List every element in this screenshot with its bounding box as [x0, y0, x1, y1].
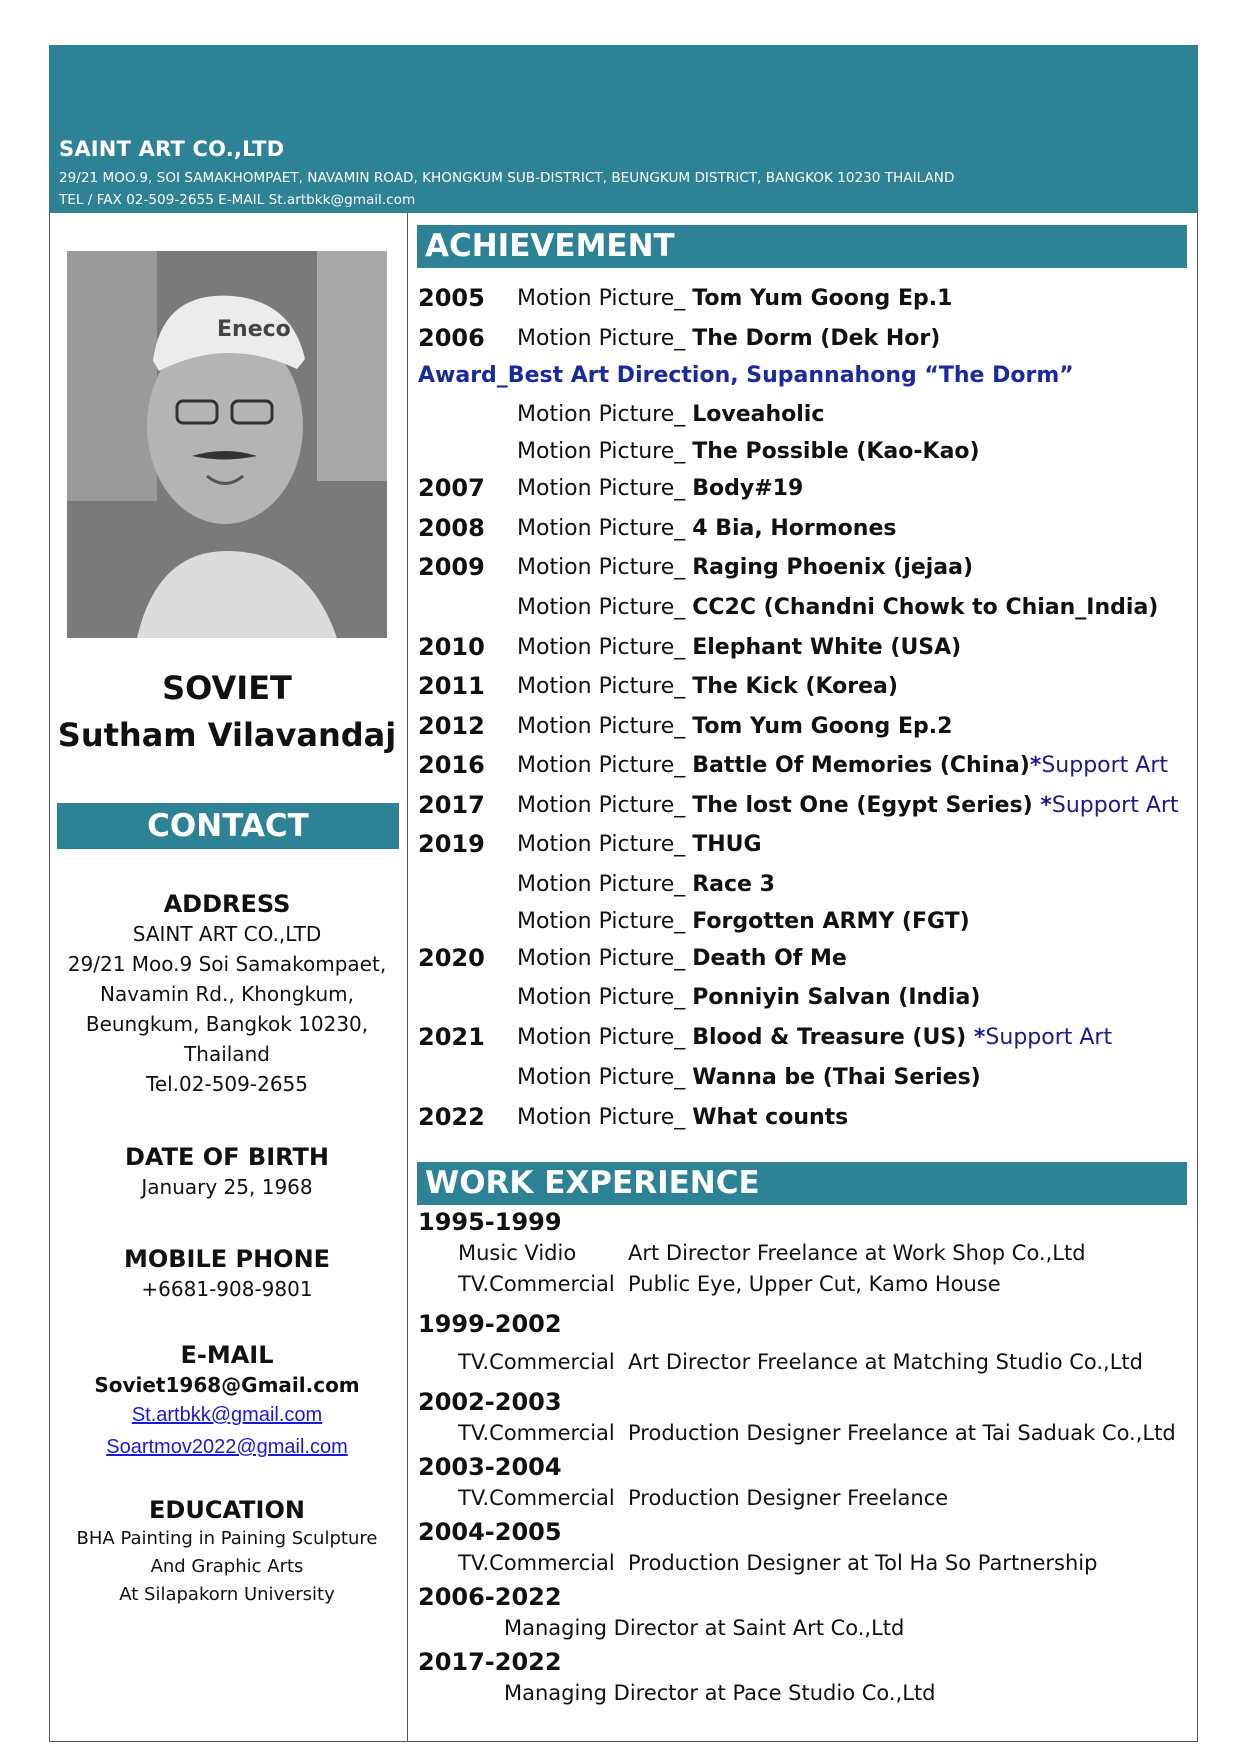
achievement-entry [517, 793, 1179, 818]
mobile-value: +6681-908-9801 [141, 1277, 313, 1301]
entry-title: Battle Of Memories (China) [692, 753, 1030, 778]
entry-title: The Kick (Korea) [692, 674, 898, 699]
entry-title: Elephant White (USA) [692, 634, 962, 660]
entry-prefix: Motion Picture_ [517, 439, 693, 464]
person-name [57, 665, 397, 759]
entry-title: Blood & Treasure (US) [692, 1025, 974, 1050]
achievement-entry [517, 714, 952, 739]
email-link[interactable]: St.artbkk@gmail.com [131, 1404, 323, 1426]
entry-title: The Possible (Kao-Kao) [692, 439, 980, 464]
address-line: Navamin Rd., Khongkum, [100, 982, 354, 1006]
cap-logo-text: Eneco [217, 317, 291, 342]
email-link[interactable]: Soartmov2022@gmail.com [106, 1436, 348, 1458]
achievement-row [418, 826, 1198, 866]
achievement-entry [517, 286, 952, 311]
achievement-entry [517, 832, 762, 857]
entry-prefix: Motion Picture_ [517, 555, 693, 580]
achievement-row [418, 668, 1198, 708]
achievement-entry [517, 946, 847, 971]
entry-prefix: Motion Picture_ [517, 594, 693, 620]
entry-title: The lost One (Egypt Series) [692, 792, 1041, 818]
achievement-entry [517, 635, 961, 660]
asterisk: * [1029, 753, 1042, 778]
achievement-row [418, 470, 1198, 510]
achievement-year: 2006 [418, 323, 485, 352]
entry-title: What counts [692, 1104, 849, 1130]
education-line: At Silapakorn University [119, 1584, 335, 1605]
entry-title: Wanna be (Thai Series) [692, 1064, 981, 1090]
entry-prefix: Motion Picture_ [517, 476, 693, 501]
profile-photo [67, 251, 387, 638]
work-period: 2002-2003 [418, 1388, 562, 1416]
mobile-block [57, 1244, 397, 1304]
entry-title: Tom Yum Goong Ep.1 [692, 286, 953, 311]
work-desc: Art Director Freelance at Matching Studio Co.,Ltd [628, 1350, 1143, 1374]
email-heading: E-MAIL [180, 1341, 274, 1369]
entry-title: THUG [692, 832, 762, 857]
work-desc: Managing Director at Pace Studio Co.,Ltd [504, 1681, 936, 1705]
work-period: 2017-2022 [418, 1648, 562, 1676]
achievement-row [418, 1059, 1198, 1099]
address-heading: ADDRESS [163, 890, 291, 918]
entry-prefix: Motion Picture_ [517, 908, 693, 934]
education-heading: EDUCATION [149, 1496, 305, 1524]
address-line: 29/21 Moo.9 Soi Samakompaet, [67, 952, 387, 976]
work-section-title: WORK EXPERIENCE [417, 1162, 1187, 1205]
dob-heading: DATE OF BIRTH [125, 1143, 329, 1171]
education-line: And Graphic Arts [150, 1556, 304, 1577]
asterisk: * [973, 1025, 986, 1050]
entry-prefix: Motion Picture_ [517, 1025, 693, 1050]
address-line: SAINT ART CO.,LTD [132, 922, 322, 946]
achievement-entry [517, 1065, 981, 1090]
entry-title: Death Of Me [692, 945, 847, 971]
work-line [418, 1678, 1198, 1709]
work-line [418, 1269, 1198, 1300]
achievement-row [418, 629, 1198, 669]
contact-section-title: CONTACT [57, 803, 399, 849]
achievement-section-title: ACHIEVEMENT [417, 225, 1187, 268]
achievement-list [418, 280, 1198, 1138]
achievement-row [418, 866, 1198, 903]
work-desc: Managing Director at Saint Art Co.,Ltd [504, 1616, 905, 1640]
work-period: 2003-2004 [418, 1453, 562, 1481]
achievement-entry [517, 595, 1158, 620]
achievement-row [418, 903, 1198, 940]
achievement-year: 2022 [418, 1102, 485, 1131]
achievement-row [418, 940, 1198, 980]
entry-prefix: Motion Picture_ [517, 713, 693, 739]
achievement-entry [517, 555, 973, 580]
entry-prefix: Motion Picture_ [517, 832, 693, 857]
achievement-year: 2011 [418, 672, 485, 700]
work-type: Music Vidio [458, 1241, 577, 1265]
achievement-year: 2005 [418, 284, 485, 312]
achievement-entry [517, 753, 1168, 778]
award-row [418, 359, 1198, 396]
entry-prefix: Motion Picture_ [517, 1064, 693, 1090]
entry-prefix: Motion Picture_ [517, 325, 693, 351]
column-divider [407, 213, 408, 1742]
asterisk: * [1040, 792, 1052, 818]
achievement-year: 2020 [418, 943, 485, 972]
work-period: 2004-2005 [418, 1518, 562, 1546]
entry-title: Race 3 [692, 871, 775, 897]
support-art-note: Support Art [1051, 792, 1179, 818]
achievement-row [418, 1099, 1198, 1139]
entry-title: The Dorm (Dek Hor) [692, 325, 941, 351]
entry-title: Tom Yum Goong Ep.2 [692, 713, 953, 739]
company-address: 29/21 MOO.9, SOI SAMAKHOMPAET, NAVAMIN ROAD, KHONGKUM SUB-DISTRICT, BEUNGKUM DISTRICT, BANGKOK 10230 THAILAND [59, 170, 955, 186]
achievement-year: 2010 [418, 632, 485, 661]
achievement-entry [517, 1025, 1112, 1050]
entry-title: Forgotten ARMY (FGT) [692, 908, 970, 934]
letterhead [49, 45, 1198, 213]
email-primary: Soviet1968@Gmail.com [94, 1373, 360, 1397]
work-period: 1995-1999 [418, 1208, 562, 1236]
entry-title: Loveaholic [692, 402, 825, 427]
achievement-year: 2007 [418, 474, 485, 502]
support-art-note: Support Art [1041, 753, 1169, 778]
achievement-entry [517, 909, 970, 934]
entry-title: Raging Phoenix (jejaa) [692, 555, 974, 580]
work-type: TV.Commercial [458, 1350, 615, 1374]
achievement-entry [517, 674, 898, 699]
achievement-row [418, 787, 1198, 827]
achievement-row [418, 320, 1198, 360]
work-desc: Art Director Freelance at Work Shop Co.,Ltd [628, 1241, 1086, 1265]
achievement-entry [517, 439, 980, 464]
achievement-year: 2021 [418, 1023, 485, 1051]
education-line: BHA Painting in Paining Sculpture [76, 1528, 378, 1549]
achievement-entry [517, 516, 896, 541]
address-line: Beungkum, Bangkok 10230, [85, 1012, 369, 1036]
work-type: TV.Commercial [458, 1486, 615, 1510]
name-full: Sutham Vilavandaj [57, 716, 397, 754]
achievement-year: 2019 [418, 830, 485, 858]
entry-title: Ponniyin Salvan (India) [692, 985, 981, 1010]
entry-prefix: Motion Picture_ [517, 402, 693, 427]
work-desc: Production Designer at Tol Ha So Partnership [628, 1551, 1098, 1575]
work-type: TV.Commercial [458, 1272, 615, 1296]
work-desc: Public Eye, Upper Cut, Kamo House [628, 1272, 1001, 1296]
name-nickname: SOVIET [162, 669, 292, 707]
achievement-entry [517, 476, 803, 501]
entry-title: Body#19 [692, 476, 804, 501]
work-period: 1999-2002 [418, 1310, 562, 1338]
achievement-row [418, 433, 1198, 470]
entry-prefix: Motion Picture_ [517, 515, 693, 541]
work-desc: Production Designer Freelance at Tai Saduak Co.,Ltd [628, 1421, 1176, 1445]
achievement-row [418, 589, 1198, 629]
achievement-row [418, 396, 1198, 433]
achievement-row [418, 979, 1198, 1019]
achievement-year: 2009 [418, 553, 485, 581]
achievement-year: 2016 [418, 751, 485, 779]
email-block [57, 1340, 397, 1462]
dob-block [57, 1142, 397, 1202]
entry-title: 4 Bia, Hormones [692, 515, 897, 541]
achievement-row [418, 708, 1198, 748]
dob-value: January 25, 1968 [141, 1175, 313, 1199]
entry-title: CC2C (Chandni Chowk to Chian_India) [692, 594, 1159, 620]
entry-prefix: Motion Picture_ [517, 985, 693, 1010]
entry-prefix: Motion Picture_ [517, 1104, 693, 1130]
entry-prefix: Motion Picture_ [517, 792, 693, 818]
work-line [418, 1613, 1198, 1644]
address-line: Thailand [184, 1042, 270, 1066]
entry-prefix: Motion Picture_ [517, 945, 693, 971]
award-text: Award_Best Art Direction, Supannahong “The Dorm” [418, 363, 1074, 388]
achievement-row [418, 510, 1198, 550]
achievement-entry [517, 872, 775, 897]
achievement-entry [517, 1105, 848, 1130]
work-line [418, 1418, 1198, 1449]
achievement-row [418, 280, 1198, 320]
work-period: 2006-2022 [418, 1583, 562, 1611]
work-line [418, 1347, 1198, 1378]
achievement-row [418, 1019, 1198, 1059]
achievement-year: 2012 [418, 711, 485, 740]
work-type: TV.Commercial [458, 1551, 615, 1575]
support-art-note: Support Art [985, 1025, 1113, 1050]
achievement-row [418, 747, 1198, 787]
address-block [57, 889, 397, 1099]
achievement-entry [517, 402, 824, 427]
education-block [57, 1495, 397, 1609]
achievement-year: 2008 [418, 513, 485, 542]
achievement-entry [517, 326, 940, 351]
work-experience-list [418, 1206, 1198, 1709]
entry-prefix: Motion Picture_ [517, 674, 693, 699]
work-line [418, 1238, 1198, 1269]
achievement-entry [517, 985, 980, 1010]
work-type: TV.Commercial [458, 1421, 615, 1445]
work-line [418, 1548, 1198, 1579]
entry-prefix: Motion Picture_ [517, 871, 693, 897]
achievement-row [418, 549, 1198, 589]
mobile-heading: MOBILE PHONE [123, 1245, 331, 1273]
work-line [418, 1483, 1198, 1514]
company-contact: TEL / FAX 02-509-2655 E-MAIL St.artbkk@gmail.com [59, 192, 416, 208]
entry-prefix: Motion Picture_ [517, 753, 693, 778]
company-name: SAINT ART CO.,LTD [59, 137, 285, 161]
entry-prefix: Motion Picture_ [517, 634, 693, 660]
achievement-year: 2017 [418, 790, 485, 819]
entry-prefix: Motion Picture_ [517, 286, 693, 311]
work-desc: Production Designer Freelance [628, 1486, 949, 1510]
address-line: Tel.02-509-2655 [146, 1072, 308, 1096]
